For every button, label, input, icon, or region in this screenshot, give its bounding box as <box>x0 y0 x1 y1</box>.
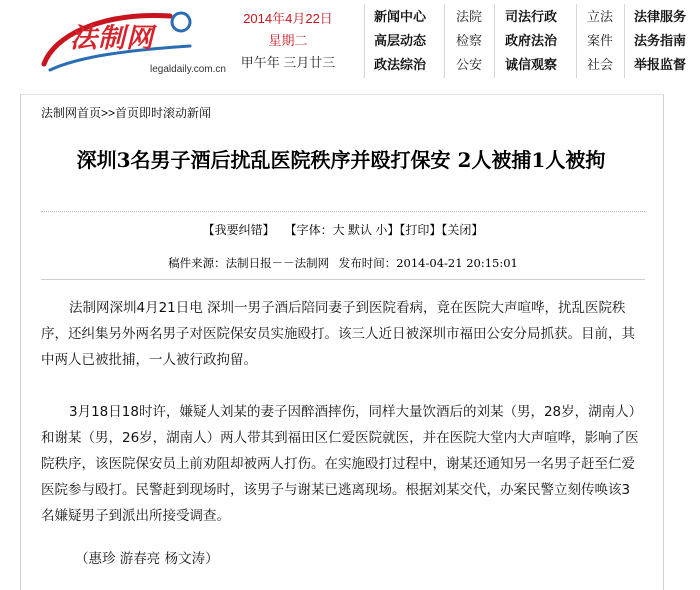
nav-link-gov-rule-of-law[interactable]: 政府法治 <box>505 34 558 49</box>
nav-divider <box>624 4 625 78</box>
nav-link-court[interactable]: 法院 <box>456 10 483 25</box>
font-large-link[interactable]: 大 <box>332 223 345 237</box>
report-error-link[interactable]: 【我要纠错】 <box>202 223 275 237</box>
publish-label: 发布时间： <box>338 258 397 270</box>
font-size-label: 【字体： <box>284 223 333 237</box>
article-meta <box>21 255 665 271</box>
nav-divider <box>576 4 577 78</box>
nav-link-legislation[interactable]: 立法 <box>587 10 614 25</box>
breadcrumb <box>41 104 211 121</box>
nav-group-news <box>374 6 426 78</box>
nav-link-police[interactable]: 公安 <box>456 58 483 73</box>
font-default-link[interactable]: 默认 <box>347 223 372 237</box>
nav-link-legal-services[interactable]: 法律服务 <box>634 10 687 25</box>
current-date: 2014年4月22日 <box>243 11 333 26</box>
nav-link-society[interactable]: 社会 <box>587 58 614 73</box>
breadcrumb-section-link[interactable]: 首页即时滚动新闻 <box>115 106 212 120</box>
article-paragraph: 3月18日18时许，嫌疑人刘某的妻子因醉酒摔伤，同样大量饮酒后的刘某（男，28岁，湖南人）和谢某（男，26岁，湖南人）两人带其到福田区仁爱医院就医，并在医院大堂内大声喧哗，影响了医院秩序，该医院保安员上前劝阻却被两人打伤。在实施殴打过程中，谢某还通知另一名男子赶至仁爱医院参与殴打。民警赶到现场时，该男子与谢某已逃离现场。根据刘某交代，办案民警立刻传唤该3名嫌疑男子到派出所接受调查。 <box>41 404 643 524</box>
article-container <box>20 94 664 590</box>
article-toolbar <box>21 221 665 238</box>
breadcrumb-home-link[interactable]: 法制网首页 <box>41 106 102 120</box>
article-source: 稿件来源：法制日报－－法制网 <box>168 258 330 270</box>
nav-link-judicial-admin[interactable]: 司法行政 <box>505 10 558 25</box>
date-block <box>234 8 342 74</box>
article-title: 深圳3名男子酒后扰乱医院秩序并殴打保安 2人被捕1人被拘 <box>76 148 606 172</box>
article-paragraph: 法制网深圳4月21日电 深圳一男子酒后陪同妻子到医院看病，竟在医院大声喧哗，扰乱医院秩序，还纠集另外两名男子对医院保安员实施殴打。该三人近日被深圳市福田公安分局抓获。目前，其中两人已被批捕，一人被行政拘留。 <box>41 300 635 368</box>
nav-link-cases[interactable]: 案件 <box>587 34 614 49</box>
nav-link-report[interactable]: 举报监督 <box>634 58 687 73</box>
nav-group-justice <box>456 6 482 78</box>
nav-link-news-center[interactable]: 新闻中心 <box>374 10 427 25</box>
title-divider <box>41 211 645 212</box>
print-link[interactable]: 【打印】 <box>399 223 442 237</box>
font-small-link[interactable]: 小 <box>375 223 388 237</box>
publish-time: 2014-04-21 20:15:01 <box>396 256 518 270</box>
nav-group-legislation <box>587 6 613 78</box>
nav-link-politics-law[interactable]: 政法综治 <box>374 58 427 73</box>
close-link[interactable]: 【关闭】 <box>441 223 484 237</box>
logo-text: 法制网 <box>70 23 154 54</box>
site-header <box>0 0 700 84</box>
meta-divider <box>41 279 645 280</box>
font-size-end: 】 <box>387 223 400 237</box>
nav-link-integrity[interactable]: 诚信观察 <box>505 58 558 73</box>
nav-group-admin <box>505 6 557 78</box>
nav-link-legal-guide[interactable]: 法务指南 <box>634 34 687 49</box>
nav-link-procuratorate[interactable]: 检察 <box>456 34 483 49</box>
breadcrumb-separator: >> <box>101 106 116 120</box>
nav-divider <box>364 4 365 78</box>
nav-divider <box>494 4 495 78</box>
site-logo[interactable] <box>40 6 226 76</box>
nav-link-top-news[interactable]: 高层动态 <box>374 34 427 49</box>
article-authors: （惠珍 游春亮 杨文涛） <box>75 551 219 567</box>
nav-divider <box>444 4 445 78</box>
lunar-date: 甲午年 三月廿三 <box>240 55 336 70</box>
logo-domain: legaldaily.com.cn <box>150 64 226 75</box>
weekday: 星期二 <box>268 33 308 48</box>
nav-group-services <box>634 6 686 78</box>
